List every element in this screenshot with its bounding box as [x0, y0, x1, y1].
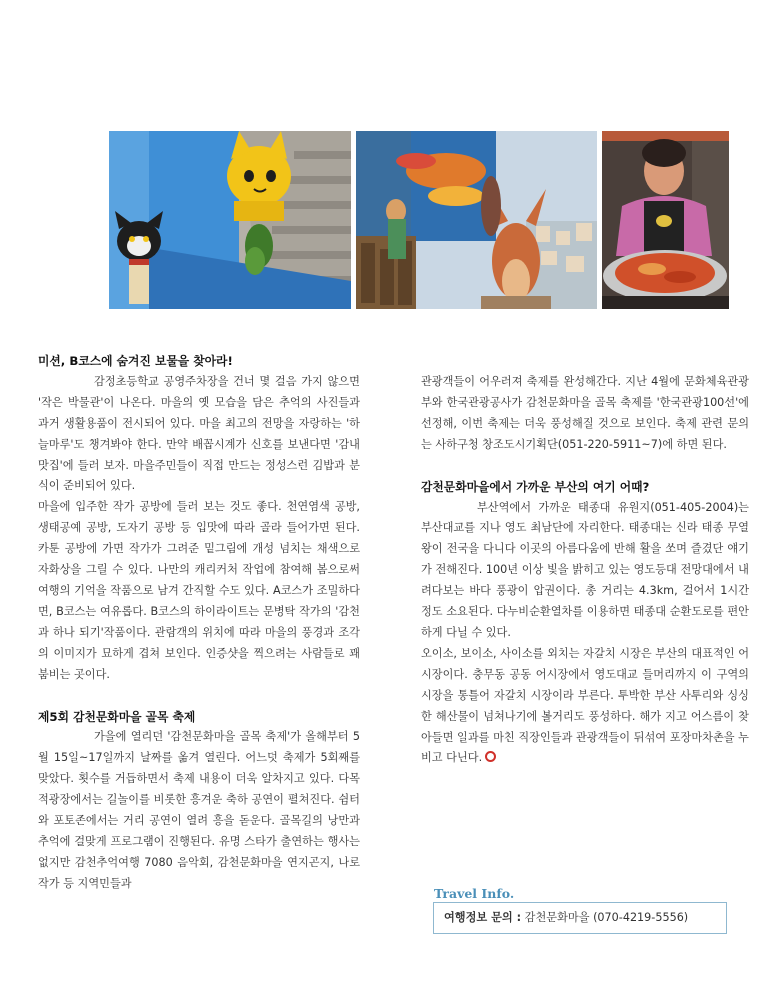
cats-mural-icon: [109, 131, 351, 309]
inquiry-value: 감천문화마을 (070-4219-5556): [524, 911, 689, 924]
section-heading-festival: 제5회 감천문화마을 골목 축제: [38, 709, 196, 724]
paragraph-festival-continued: 관광객들이 어우러져 축제를 완성해간다. 지난 4월에 문화체육관광부와 한국관광공사가 감천문화마을 골목 축제를 '한국관광100선'에 선정해, 이번 축제는 더욱 풍성해질 것으로 보인다. 축제 관련 문의는 사하구청 창조도시기획단(051-220-5911~7)에 하면 된다.: [421, 375, 749, 451]
right-article-column: [421, 372, 749, 769]
vendor-photo: [602, 131, 729, 309]
paragraph-festival: 가을에 열리던 '감천문화마을 골목 축제'가 올해부터 5월 15일~17일까지 날짜를 옮겨 열린다. 어느덧 축제가 5회째를 맞았다. 횟수를 거듭하면서 축제 내용이 더욱 알차지고 있다. 다목적광장에서는 길놀이를 비롯한 흥겨운 축하 공연이 펼쳐진다. 쉼터와 포토존에서는 거리 공연이 열려 흥을 돋운다. 골목길의 낭만과 추억에 걸맞게 프로그램이 진행된다. 유명 스타가 출연하는 행사는 없지만 감천추억여행 7080 음악회, 감천문화마을 연지곤지, 나로 작가 등 지역민들과: [38, 730, 360, 890]
section-heading-mission: 미션, B코스에 숨겨진 보물을 찾아라!: [38, 354, 233, 368]
left-article-column: [38, 351, 360, 895]
section-heading-nearby: 감천문화마을에서 가까운 부산의 여기 어때?: [421, 479, 650, 494]
fox-sculpture-photo: [356, 131, 597, 309]
travel-info-box: [433, 902, 727, 934]
fox-sculpture-icon: [356, 131, 597, 309]
paragraph-jagalchi: [421, 644, 749, 769]
paragraph-workshops: 마을에 입주한 작가 공방에 들러 보는 것도 좋다. 천연염색 공방, 생태공예 공방, 도자기 공방 등 입맛에 따라 골라 들어가면 된다. 카툰 공방에 가면 작가가 그려준 밑그림에 개성 넘치는 채색으로 자화상을 그릴 수 있다. 나만의 캐리커처 작업에 참여해 봄으로써 여행의 기억을 작품으로 남겨 간직할 수도 있다. A코스가 조밀하다면, B코스는 여유롭다. B코스의 하이라이트는 문병탁 작가의 '감천과 하나 되기'작품이다. 관람객의 위치에 따라 마을의 풍경과 조각의 이미지가 묘하게 겹쳐 보인다. 인증샷을 찍으려는 사람들로 꽤 붐비는 곳이다.: [38, 500, 360, 681]
jagalchi-text: 오이소, 보이소, 사이소를 외치는 자갈치 시장은 부산의 대표적인 어시장이다. 충무동 공동 어시장에서 영도대교 들머리까지 이 구역의 시장을 통틀어 자갈치 시장이라 부른다. 투박한 부산 사투리와 싱싱한 해산물이 넘쳐나기에 볼거리도 풍성하다. 해가 지고 어스름이 찾아들면 일과를 마친 직장인들과 관광객들이 뒤섞여 포장마차촌을 누비고 다닌다.: [421, 646, 749, 765]
paragraph-taejongdae: 부산역에서 가까운 태종대 유원지(051-405-2004)는 부산대교를 지나 영도 최남단에 자리한다. 태종대는 신라 태종 무열왕이 전국을 다니다 이곳의 아름다움에 반해 활을 쏘며 즐겼단 얘기가 전해진다. 100년 이상 빛을 밝히고 있는 영도등대 전망대에서 내려다보는 바다 풍광이 압권이다. 총 거리는 4.3km, 걸어서 1시간 정도 소요된다. 다누비순환열차를 이용하면 태종대 순환도로를 편안하게 다닐 수 있다.: [421, 500, 749, 639]
paragraph-gap: [38, 686, 360, 707]
travel-info-label: Travel Info.: [434, 886, 515, 901]
inquiry-label: 여행정보 문의 :: [444, 911, 522, 924]
end-mark-icon: [485, 751, 496, 762]
paragraph-museum: 감정초등학교 공영주차장을 건너 몇 걸음 가지 않으면 '작은 박물관'이 나온다. 마을의 옛 모습을 담은 추억의 사진들과 과거 생활용품이 전시되어 있다. 마을 최고의 전망을 자랑하는 '하늘마루'도 챙겨봐야 한다. 만약 배꼽시계가 신호를 보낸다면 '감내맛집'에 들러 보자. 마을주민들이 직접 만드는 정성스런 김밥과 분식이 준비되어 있다.: [38, 374, 360, 493]
vendor-icon: [602, 131, 729, 309]
paragraph-gap: [421, 456, 749, 477]
cats-mural-photo: [109, 131, 351, 309]
